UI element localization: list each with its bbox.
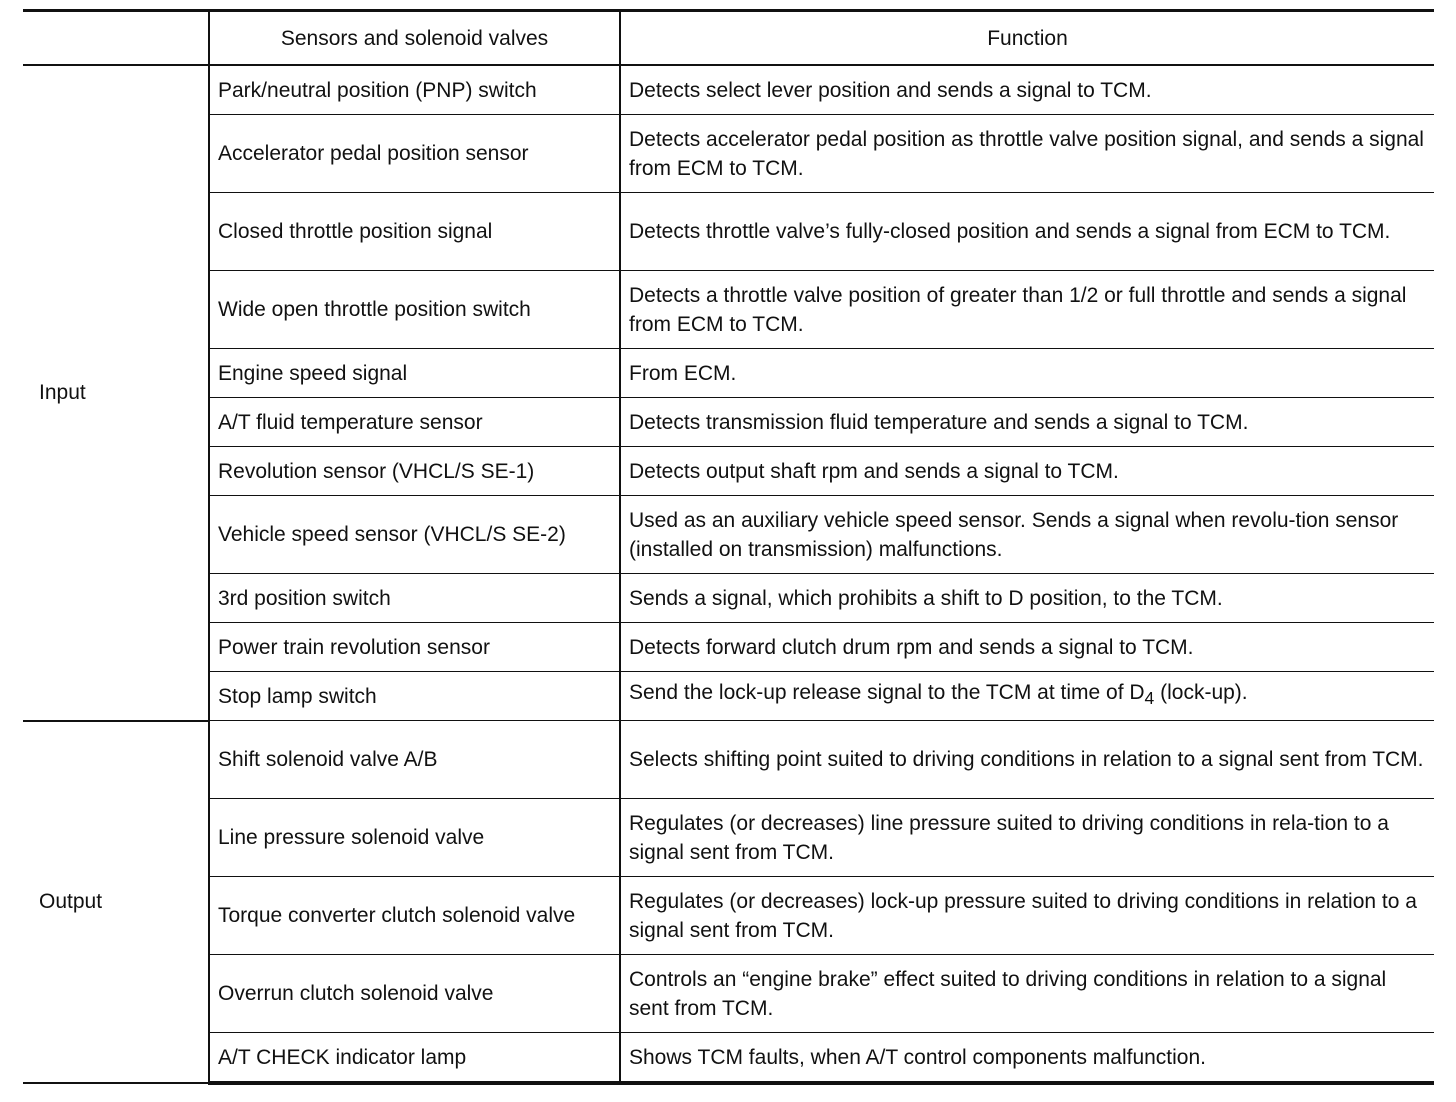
table-row bbox=[23, 447, 1434, 496]
component-function: Shows TCM faults, when A/T control components malfunction. bbox=[620, 1033, 1434, 1084]
category-output: Output bbox=[23, 721, 209, 1084]
component-name: Accelerator pedal position sensor bbox=[209, 115, 620, 193]
component-function: Detects output shaft rpm and sends a signal to TCM. bbox=[620, 447, 1434, 496]
table-row bbox=[23, 672, 1434, 721]
header-category bbox=[23, 11, 209, 66]
component-function: Detects transmission fluid temperature and sends a signal to TCM. bbox=[620, 398, 1434, 447]
component-function: Detects forward clutch drum rpm and sends a signal to TCM. bbox=[620, 623, 1434, 672]
function-subscript: 4 bbox=[1144, 688, 1155, 709]
component-name: Park/neutral position (PNP) switch bbox=[209, 65, 620, 115]
table-row bbox=[23, 955, 1434, 1033]
component-function: From ECM. bbox=[620, 349, 1434, 398]
component-name: A/T CHECK indicator lamp bbox=[209, 1033, 620, 1084]
table-row bbox=[23, 115, 1434, 193]
component-function: Selects shifting point suited to driving conditions in relation to a signal sent from TCM. bbox=[620, 721, 1434, 799]
header-row bbox=[23, 11, 1434, 66]
component-name: Stop lamp switch bbox=[209, 672, 620, 721]
component-name: 3rd position switch bbox=[209, 574, 620, 623]
component-function: Controls an “engine brake” effect suited to driving conditions in relation to a signal sent from TCM. bbox=[620, 955, 1434, 1033]
component-name: Revolution sensor (VHCL/S SE-1) bbox=[209, 447, 620, 496]
component-function: Used as an auxiliary vehicle speed sensor. Sends a signal when revolu-tion sensor (installed on transmission) malfunctions. bbox=[620, 496, 1434, 574]
component-function: Sends a signal, which prohibits a shift to D position, to the TCM. bbox=[620, 574, 1434, 623]
component-function: Detects select lever position and sends a signal to TCM. bbox=[620, 65, 1434, 115]
table-row bbox=[23, 574, 1434, 623]
table-row bbox=[23, 623, 1434, 672]
components-table bbox=[23, 9, 1434, 1085]
header-function: Function bbox=[620, 11, 1434, 66]
component-name: Power train revolution sensor bbox=[209, 623, 620, 672]
component-function: Regulates (or decreases) lock-up pressure suited to driving conditions in relation to a signal sent from TCM. bbox=[620, 877, 1434, 955]
component-function: Regulates (or decreases) line pressure suited to driving conditions in rela-tion to a signal sent from TCM. bbox=[620, 799, 1434, 877]
component-function: Detects a throttle valve position of greater than 1/2 or full throttle and sends a signal from ECM to TCM. bbox=[620, 271, 1434, 349]
function-text: Send the lock-up release signal to the TCM at time of D bbox=[629, 681, 1145, 705]
function-text-end: (lock-up). bbox=[1154, 681, 1248, 705]
component-name: A/T fluid temperature sensor bbox=[209, 398, 620, 447]
component-function: Detects accelerator pedal position as throttle valve position signal, and sends a signal from ECM to TCM. bbox=[620, 115, 1434, 193]
component-name: Torque converter clutch solenoid valve bbox=[209, 877, 620, 955]
component-name: Closed throttle position signal bbox=[209, 193, 620, 271]
category-input: Input bbox=[23, 65, 209, 721]
component-name: Vehicle speed sensor (VHCL/S SE-2) bbox=[209, 496, 620, 574]
table-row bbox=[23, 349, 1434, 398]
component-name: Engine speed signal bbox=[209, 349, 620, 398]
table-row bbox=[23, 193, 1434, 271]
component-function: Detects throttle valve’s fully-closed position and sends a signal from ECM to TCM. bbox=[620, 193, 1434, 271]
component-name: Wide open throttle position switch bbox=[209, 271, 620, 349]
table-row bbox=[23, 721, 1434, 799]
component-name: Shift solenoid valve A/B bbox=[209, 721, 620, 799]
component-name: Line pressure solenoid valve bbox=[209, 799, 620, 877]
table-row bbox=[23, 496, 1434, 574]
table-row bbox=[23, 65, 1434, 115]
table-row bbox=[23, 271, 1434, 349]
table-row bbox=[23, 1033, 1434, 1084]
table-row bbox=[23, 877, 1434, 955]
table-row bbox=[23, 799, 1434, 877]
table-row bbox=[23, 398, 1434, 447]
component-function bbox=[620, 672, 1434, 721]
component-name: Overrun clutch solenoid valve bbox=[209, 955, 620, 1033]
header-sensors-and-solenoid-valves: Sensors and solenoid valves bbox=[209, 11, 620, 66]
